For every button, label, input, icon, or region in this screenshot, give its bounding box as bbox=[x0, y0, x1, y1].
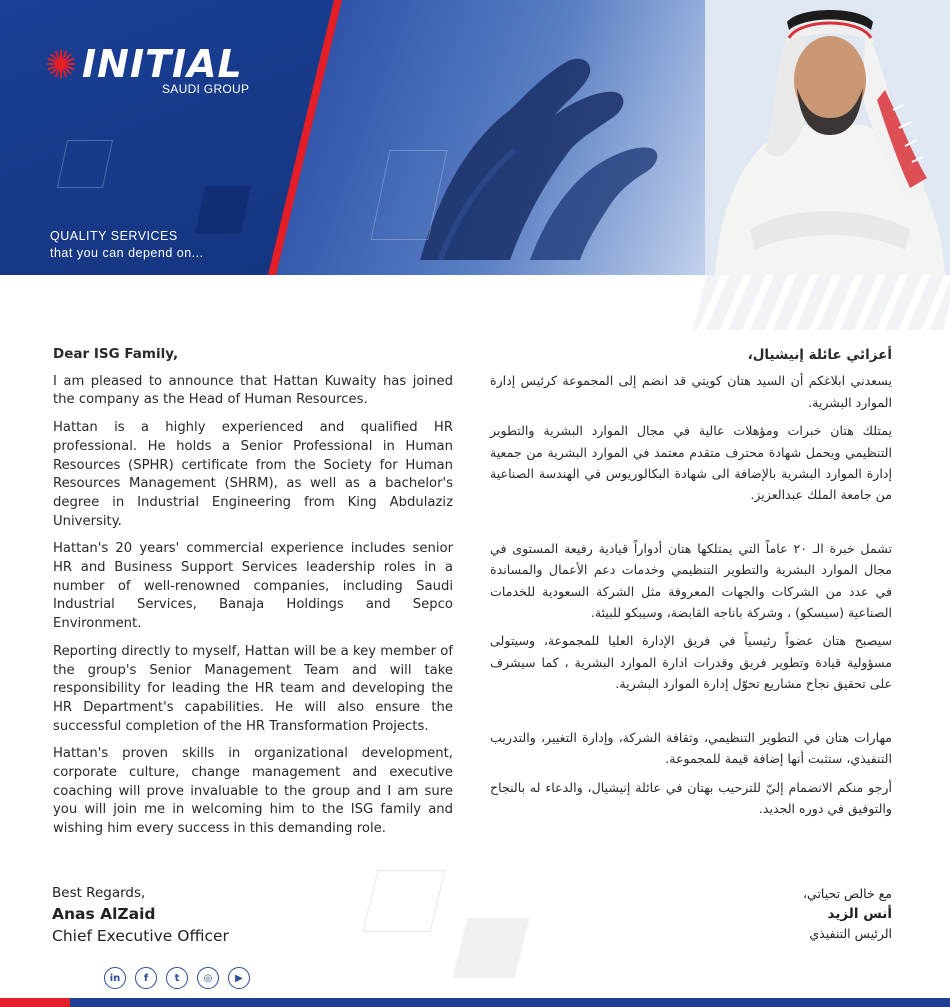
arabic-paragraph: مهارات هتان في التطوير التنظيمي، وثقافة الشركة، وإدارة التغيير، والتدريب التنفيذي، ستثبت أنها إضافة قيمة للمجموعة. bbox=[490, 729, 892, 767]
english-paragraph: Hattan is a highly experienced and qualified HR professional. He holds a Senior Professional in Human Resources (SPHR) certificate from the Society for Human Resources Management (SHRM), as well as a bachelor's degree in Industrial Engineering from King Abdulaziz University. bbox=[53, 420, 453, 529]
english-paragraph: I am pleased to announce that Hattan Kuwaity has joined the company as the Head of Human Resources. bbox=[53, 373, 453, 408]
arabic-regards: مع خالص تحياتي، bbox=[802, 886, 892, 901]
arabic-paragraph: أرجو منكم الانضمام إليّ للترحيب بهتان في عائلة إنيشيال، والدعاء له بالنجاح والتوفيق في دوره الجديد. bbox=[490, 779, 892, 816]
english-greeting: Dear ISG Family, bbox=[53, 346, 179, 362]
twitter-icon[interactable]: t bbox=[166, 967, 188, 989]
arabic-paragraph: يسعدني ابلاغكم أن السيد هتان كويتي قد انضم إلى المجموعة كرئيس إدارة الموارد البشرية. bbox=[490, 373, 892, 410]
youtube-icon[interactable]: ▶ bbox=[228, 967, 250, 989]
tagline-line1: QUALITY SERVICES bbox=[50, 229, 178, 243]
english-signer-title: Chief Executive Officer bbox=[52, 927, 229, 945]
english-signer-name: Anas AlZaid bbox=[52, 905, 156, 923]
arabic-signer-name: أنس الزيد bbox=[827, 906, 892, 922]
tagline bbox=[50, 228, 204, 262]
decorative-shape bbox=[362, 870, 445, 932]
arabic-paragraph: سيصبح هتان عضواً رئيسياً في فريق الإدارة العليا للمجموعة، وسيتولى مسؤولية قيادة وتطوير فريق وقدرات ادارة الموارد البشرية ، كما سيشرف على تحقيق نجاح مشاريع تحوّل إدارة الموارد البشرية. bbox=[490, 633, 892, 692]
tagline-line2: that you can depend on... bbox=[50, 246, 204, 260]
english-regards: Best Regards, bbox=[52, 885, 146, 901]
arabic-paragraph: يمتلك هتان خبرات ومؤهلات عالية في مجال الموارد البشرية والتطوير التنظيمي ويحمل شهادة محترف متقدم معتمد في الموارد البشرية من جمعية إدارة الموارد البشرية بالإضافة الى شهادة البكالوريوس في الهندسة الصناعية من جامعة الملك عبدالعزيز. bbox=[490, 423, 892, 503]
english-paragraph: Hattan's 20 years' commercial experience includes senior HR and Business Support Services leadership roles in a number of well-renowned companies, including Saudi Industrial Services, Banaja Holdings and Sepco Environment. bbox=[53, 541, 453, 632]
brand-name: INITIAL bbox=[82, 42, 243, 86]
arabic-letter bbox=[490, 345, 892, 826]
arabic-signature bbox=[803, 884, 892, 944]
executive-portrait bbox=[705, 0, 950, 275]
brand-subtitle: SAUDI GROUP bbox=[162, 82, 250, 96]
company-logo bbox=[46, 44, 243, 84]
english-signature bbox=[52, 884, 229, 947]
social-links bbox=[104, 967, 250, 989]
facebook-icon[interactable]: f bbox=[135, 967, 157, 989]
header-banner bbox=[0, 0, 950, 275]
english-paragraph: Hattan's proven skills in organizational development, corporate culture, change management and executive coaching will prove invaluable to the group and I am sure you will join me in welcoming him to the ISG family and wishing him every success in this demanding role. bbox=[53, 746, 453, 837]
logo-burst-icon bbox=[46, 49, 76, 79]
footer-red-bar bbox=[0, 998, 70, 1007]
linkedin-icon[interactable]: in bbox=[104, 967, 126, 989]
decorative-shape bbox=[453, 918, 530, 978]
english-letter bbox=[53, 345, 453, 848]
arabic-greeting: أعزائي عائلة إنيشيال، bbox=[747, 347, 892, 363]
arabic-paragraph: تشمل خبرة الـ ٢٠ عاماً التي يمتلكها هتان أدواراً قيادية رفيعة المستوى في مجال الموارد البشرية والتطوير التنظيمي وخدمات دعم الأعمال والمساندة في عدد من الشركات والجهات المعروفة مثل الشركة السعودية للخدمات الصناعية (سيسكو) ، وشركة باناجه القابضة، وسيبكو للبيئة. bbox=[490, 540, 892, 621]
arabic-signer-title: الرئيس التنفيذي bbox=[809, 926, 892, 941]
english-paragraph: Reporting directly to myself, Hattan will be a key member of the group's Senior Management Team and will take responsibility for leading the HR team and developing the HR Department's capabilities. He will also ensure the successful completion of the HR Transformation Projects. bbox=[53, 643, 453, 734]
footer-blue-bar bbox=[70, 998, 950, 1007]
instagram-icon[interactable]: ◎ bbox=[197, 967, 219, 989]
decorative-stripes bbox=[693, 275, 950, 330]
